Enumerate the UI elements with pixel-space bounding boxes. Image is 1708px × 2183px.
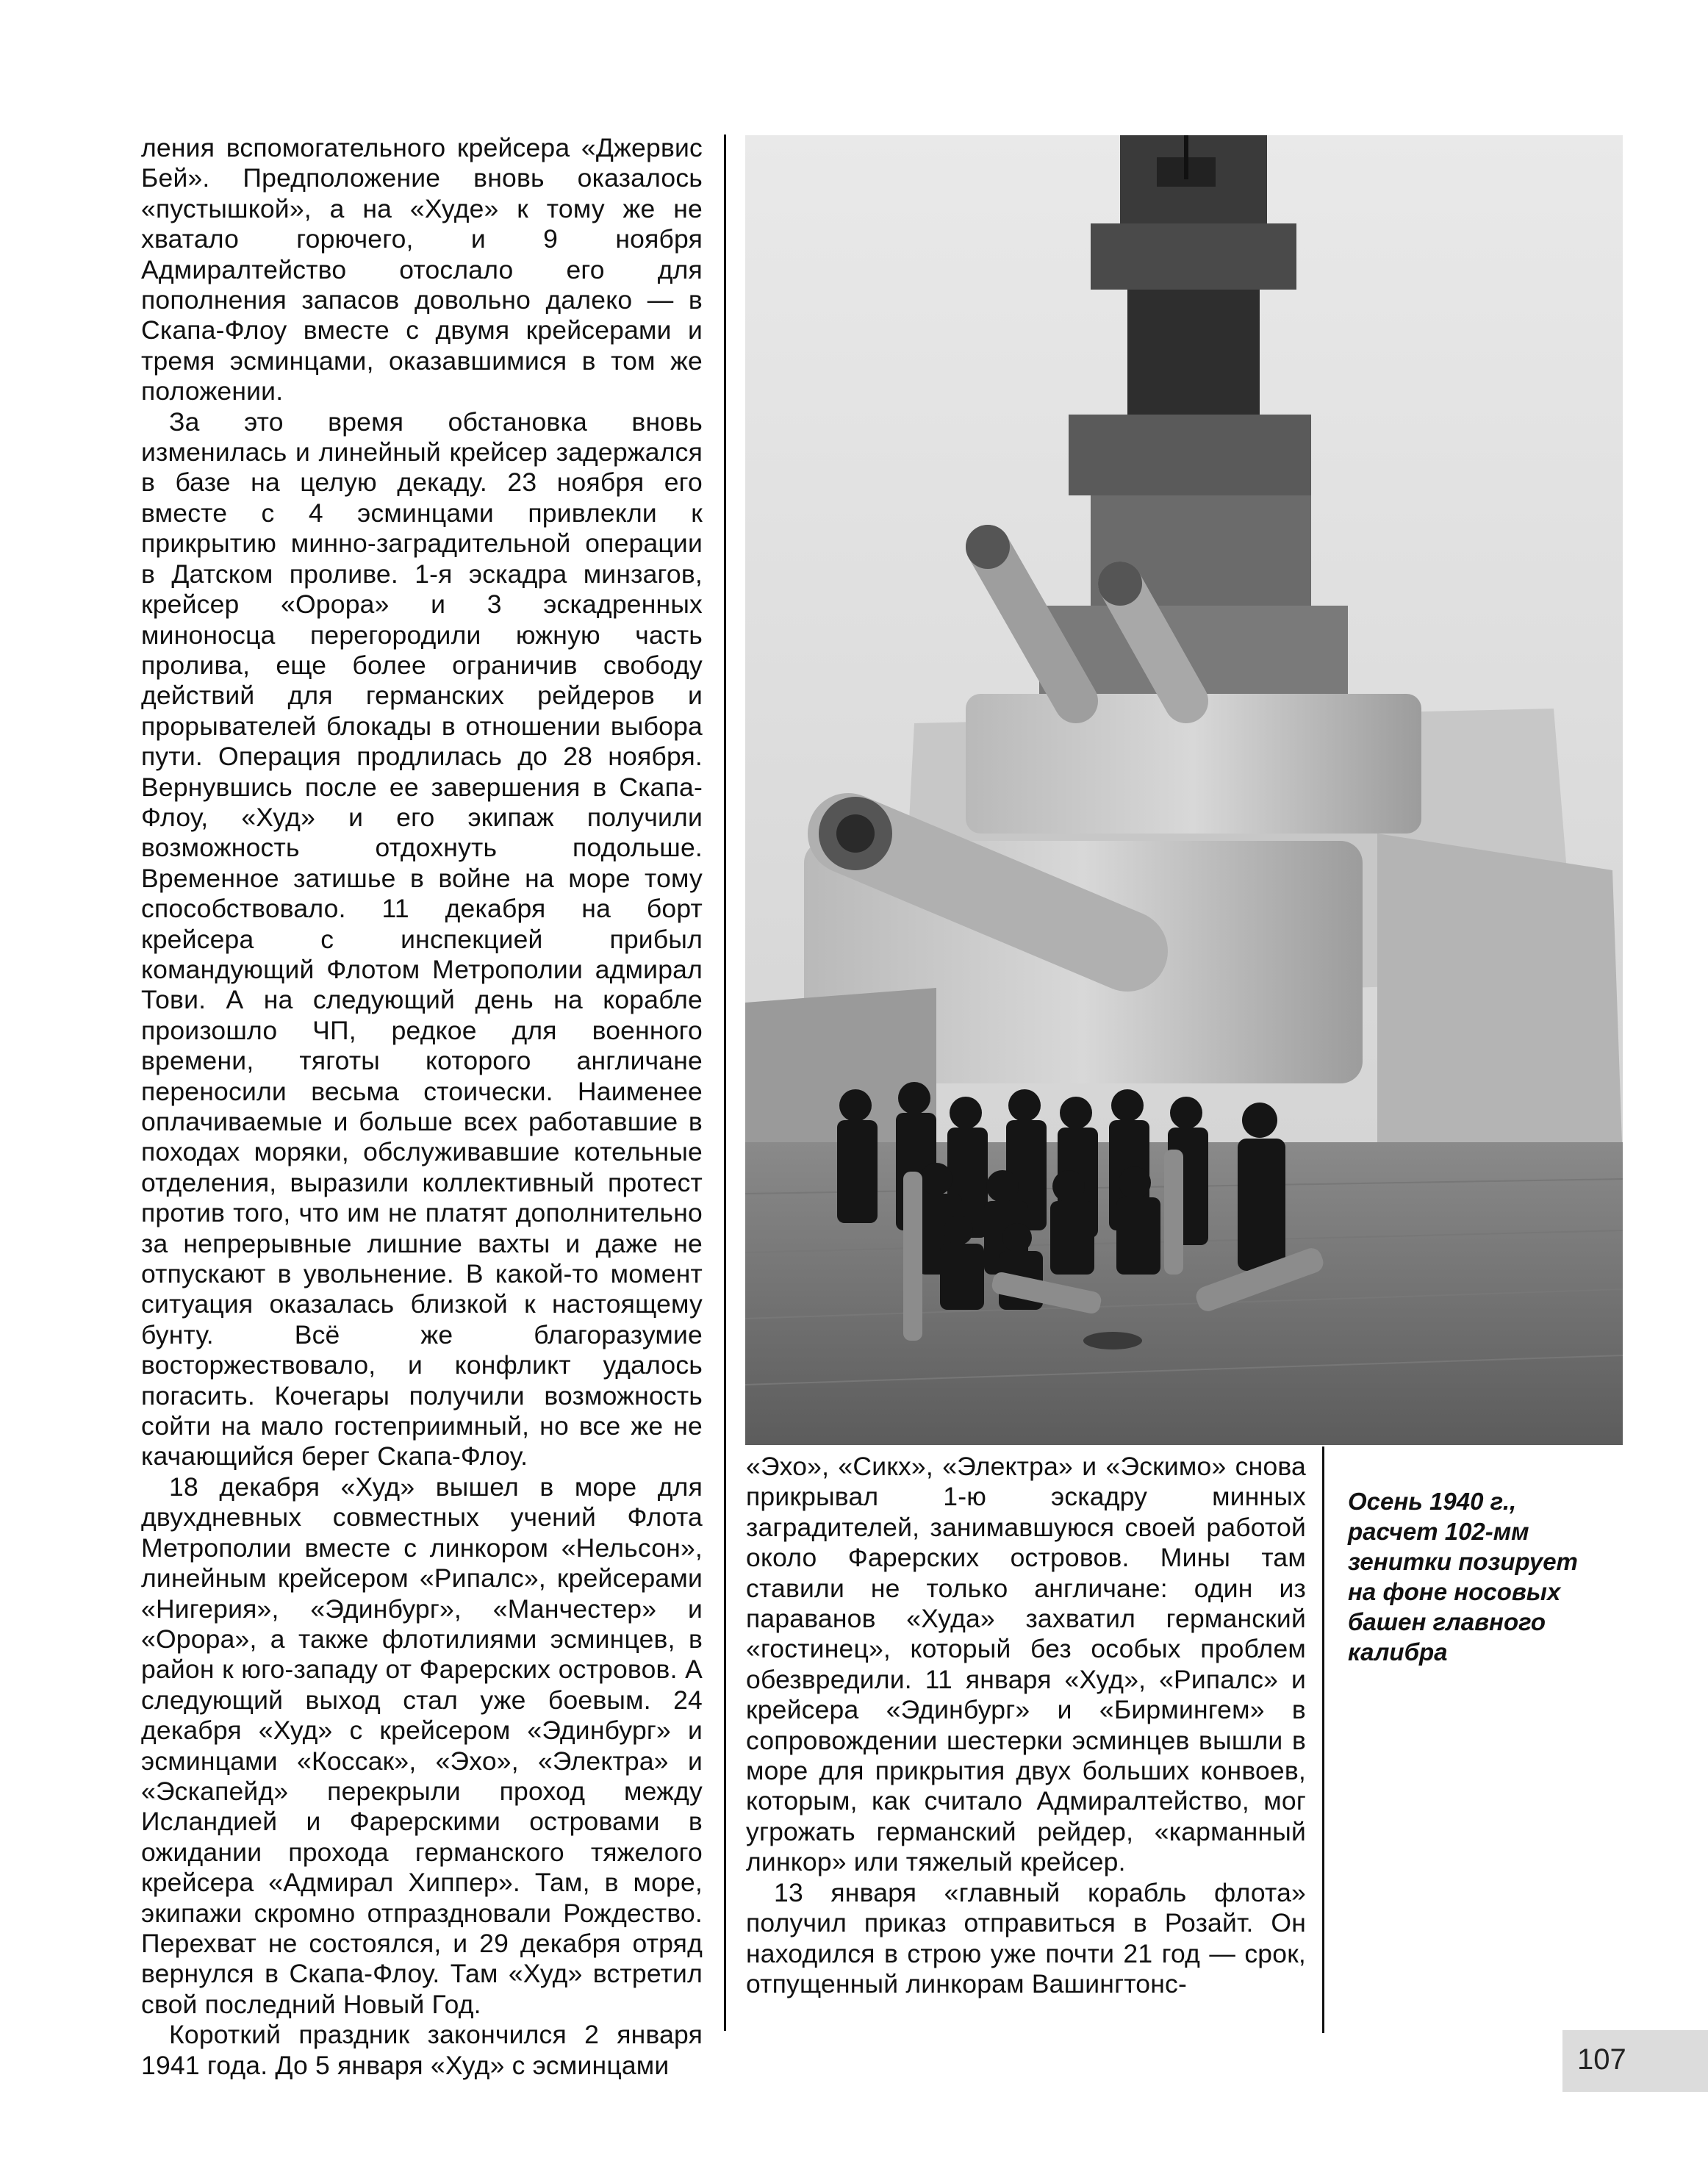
- paragraph: За это время обстановка вновь изменилась и линейный крейсер задержался в базе на целую декаду. 23 ноября его вместе с 4 эсминцами привлекли к прикрытию минно-заградительной операции в Датском проливе. 1-я эскадра минзагов, крейсер «Орора» и 3 эскадренных миноносца перегородили южную часть пролива, еще более ограничив свободу действий для германских рейдеров и прорывателей блокады в отношении выбора пути. Операция продлилась до 28 ноября. Вернувшись после ее завершения в Скапа-Флоу, «Худ» и его экипаж получили возможность отдохнуть подольше. Временное затишье в войне на море тому способствовало. 11 декабря на борт крейсера с инспекцией прибыл командующий Флотом Метрополии адмирал Тови. А на следующий день на корабле произошло ЧП, редкое для военного времени, тяготы которого англичане переносили весьма стоически. Наименее оплачиваемые и больше всех работавшие в походах моряки, обслуживавшие котельные отделения, выразили коллективный протест против того, что им не платят дополнительно за непрерывные лишние вахты и даже не отпускают в увольнение. В какой-то момент ситуация оказалась близкой к настоящему бунту. Всё же благоразумие восторжествовало, и конфликт удалось погасить. Кочегары получили возможность сойти на мало гостеприимный, но все же не качающийся берег Скапа-Флоу.: [141, 406, 703, 1472]
- photo-caption: Осень 1940 г., расчет 102-мм зенитки позирует на фоне носовых башен главного калибра: [1348, 1488, 1578, 1666]
- paragraph: «Эхо», «Сикх», «Электра» и «Эскимо» снова прикрывал 1-ю эскадру минных заградителей, занимавшуюся своей работой около Фарерских островов. Мины там ставили не только англичане: один из параванов «Худа» захватил германский «гостинец», который без особых проблем обезвредили. 11 января «Худ», «Рипалс» и крейсера «Эдинбург» и «Бирмингем» в сопровождении шестерки эсминцев вышли в море для прикрытия двух больших конвоев, которым, как считало Адмиралтейство, мог угрожать германский рейдер, «карманный линкор» или тяжелый крейсер.: [746, 1452, 1306, 1877]
- page-number: 107: [1577, 2043, 1626, 2076]
- deck-hatch: [1083, 1332, 1142, 1349]
- paragraph: ления вспомогательного крейсера «Джервис Бей». Предположение вновь оказалось «пустышкой», а на «Худе» к тому же не хватало горючего, и 9 ноября Адмиралтейство отослало его для пополнения запасов довольно далеко — в Скапа-Флоу вместе с двумя крейсерами и тремя эсминцами, оказавшимися в том же положении.: [141, 133, 703, 406]
- left-text-column: [141, 133, 703, 2081]
- column-divider: [724, 135, 726, 2031]
- paragraph: 13 января «главный корабль флота» получил приказ отправиться в Розайт. Он находился в строю уже почти 21 год — срок, отпущенный линкорам Вашингтонс-: [746, 1877, 1306, 1999]
- paragraph: 18 декабря «Худ» вышел в море для двухдневных совместных учений Флота Метрополии вместе с линкором «Нельсон», линейным крейсером «Рипалс», крейсерами «Нигерия», «Эдинбург», «Манчестер» и «Орора», а также флотилиями эсминцев, в район к юго-западу от Фарерских островов. А следующий выход стал уже боевым. 24 декабря «Худ» с крейсером «Эдинбург» и эсминцами «Коссак», «Эхо», «Электра» и «Эскапейд» перекрыли проход между Исландией и Фарерскими островами в ожидании прохода германского тяжелого крейсера «Адмирал Хиппер». Там, в море, экипажи скромно отпраздновали Рождество. Перехват не состоялся, и 29 декабря отряд вернулся в Скапа-Флоу. Там «Худ» встретил свой последний Новый Год.: [141, 1472, 703, 2019]
- column-divider: [1322, 1447, 1324, 2033]
- battleship-photo: [745, 135, 1623, 1445]
- paragraph: Короткий праздник закончился 2 января 1941 года. До 5 января «Худ» с эсминцами: [141, 2020, 703, 2080]
- middle-text-column: [746, 1452, 1306, 1999]
